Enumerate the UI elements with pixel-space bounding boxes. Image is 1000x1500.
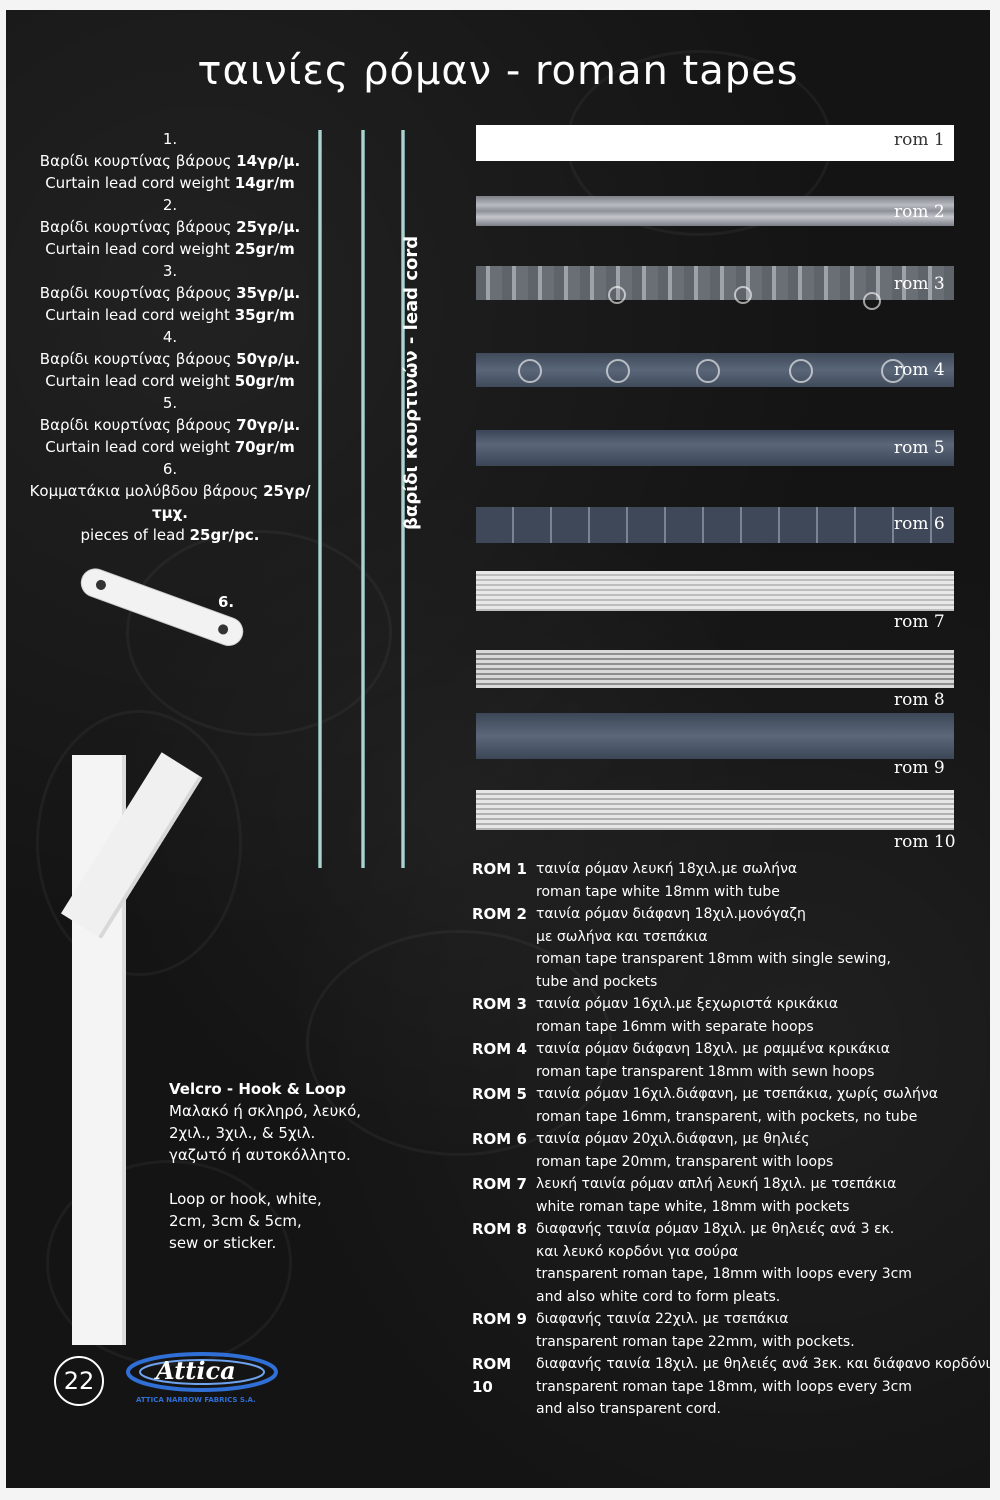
description-line: διαφανής ταινία 22χιλ. με τσεπάκια xyxy=(536,1311,789,1327)
tape-rom-5 xyxy=(476,430,954,466)
lead-weights-list xyxy=(20,128,320,546)
weight-english: Curtain lead cord weight 14gr/m xyxy=(45,174,295,192)
description-line: roman tape transparent 18mm with single sewing, xyxy=(536,951,891,967)
tape-rom-10 xyxy=(476,790,954,830)
logo-subtitle: ATTICA NARROW FABRICS S.A. xyxy=(136,1396,256,1404)
description-line: white roman tape white, 18mm with pockets xyxy=(536,1198,850,1215)
tape-code: ROM 5 xyxy=(472,1085,527,1103)
weight-item xyxy=(20,128,320,194)
lead-piece-label: 6. xyxy=(218,593,235,611)
hoop-icon xyxy=(608,286,626,304)
description-line: ταινία ρόμαν διάφανη 18χιλ. με ραμμένα κρικάκια xyxy=(536,1041,890,1057)
description-line: με σωλήνα και τσεπάκια xyxy=(536,928,708,945)
tape-description xyxy=(472,1083,990,1128)
weight-item xyxy=(20,392,320,458)
page-title: ταινίες ρόμαν - roman tapes xyxy=(197,48,799,94)
description-line: transparent roman tape 22mm, with pockets. xyxy=(536,1333,855,1350)
weight-greek: Κομματάκια μολύβδου βάρους 25γρ/τμχ. xyxy=(29,482,311,522)
description-line: roman tape 20mm, transparent with loops xyxy=(536,1153,834,1170)
tape-rom-8 xyxy=(476,650,954,688)
tape-descriptions xyxy=(472,858,990,1421)
tape-description xyxy=(472,1218,990,1308)
description-line: διαφανής ταινία 18χιλ. με θηλειές ανά 3εκ. και διάφανο κορδόνι xyxy=(536,1356,990,1372)
hoop-icon xyxy=(863,292,881,310)
description-line: tube and pockets xyxy=(536,973,658,990)
tape-rom-2 xyxy=(476,196,954,226)
spacer xyxy=(169,1166,389,1188)
tape-label: rom 4 xyxy=(894,360,945,380)
weight-english: Curtain lead cord weight 25gr/m xyxy=(45,240,295,258)
tape-rom-3 xyxy=(476,266,954,300)
weight-english: pieces of lead 25gr/pc. xyxy=(80,526,260,544)
weight-item xyxy=(20,194,320,260)
hoop-icon xyxy=(518,359,542,383)
velcro-description xyxy=(169,1078,389,1254)
attica-logo xyxy=(122,1350,282,1402)
hoop-icon xyxy=(789,359,813,383)
weight-number: 4. xyxy=(162,328,178,346)
tape-description xyxy=(472,993,990,1038)
description-line: roman tape 16mm with separate hoops xyxy=(536,1018,814,1035)
velcro-line: Μαλακό ή σκληρό, λευκό, xyxy=(169,1102,362,1120)
tape-description xyxy=(472,1173,990,1218)
description-line: roman tape 16mm, transparent, with pockets, no tube xyxy=(536,1108,918,1125)
tape-label: rom 1 xyxy=(894,130,945,150)
tape-description xyxy=(472,858,990,903)
lead-cord-label: βαρίδι κουρτινών - lead cord xyxy=(401,235,422,530)
weight-item xyxy=(20,458,320,546)
weight-number: 3. xyxy=(162,262,178,280)
tape-code: ROM 1 xyxy=(472,860,527,878)
tape-code: ROM 9 xyxy=(472,1310,527,1328)
tape-code: ROM 8 xyxy=(472,1220,527,1238)
weight-number: 6. xyxy=(162,460,178,478)
tape-label: rom 8 xyxy=(894,690,945,710)
tape-rom-6 xyxy=(476,507,954,543)
description-line: transparent roman tape, 18mm with loops every 3cm xyxy=(536,1266,912,1282)
tape-rom-7 xyxy=(476,571,954,611)
description-line: ταινία ρόμαν 16χιλ.με ξεχωριστά κρικάκια xyxy=(536,996,839,1012)
weight-greek: Βαρίδι κουρτίνας βάρους 50γρ/μ. xyxy=(39,350,301,368)
tape-code: ROM 4 xyxy=(472,1040,527,1058)
logo-name: Attica xyxy=(156,1356,236,1385)
velcro-line: γαζωτό ή αυτοκόλλητο. xyxy=(169,1146,351,1164)
tape-label: rom 3 xyxy=(894,274,945,294)
weight-greek: Βαρίδι κουρτίνας βάρους 25γρ/μ. xyxy=(39,218,301,236)
tape-label: rom 5 xyxy=(894,438,945,458)
weight-english: Curtain lead cord weight 70gr/m xyxy=(45,438,295,456)
description-line: transparent roman tape 18mm, with loops every 3cm xyxy=(536,1378,912,1395)
tape-code: ROM 10 xyxy=(472,1355,512,1396)
description-line: and also white cord to form pleats. xyxy=(536,1288,781,1305)
weight-number: 2. xyxy=(162,196,178,214)
tape-description xyxy=(472,1353,990,1421)
description-line: roman tape transparent 18mm with sewn hoops xyxy=(536,1063,875,1080)
tape-code: ROM 7 xyxy=(472,1175,527,1193)
description-line: ταινία ρόμαν λευκή 18χιλ.με σωλήνα xyxy=(536,861,798,877)
tape-rom-9 xyxy=(476,713,954,759)
velcro-line: 2cm, 3cm & 5cm, xyxy=(169,1212,302,1230)
tape-code: ROM 2 xyxy=(472,905,527,923)
velcro-title: Velcro - Hook & Loop xyxy=(169,1080,346,1098)
tape-label: rom 7 xyxy=(894,612,945,632)
tape-label: rom 2 xyxy=(894,202,945,222)
description-line: roman tape white 18mm with tube xyxy=(536,883,780,900)
tape-label: rom 6 xyxy=(894,514,945,534)
tape-label: rom 10 xyxy=(894,832,956,852)
velcro-line: 2χιλ., 3χιλ., & 5χιλ. xyxy=(169,1124,316,1142)
lead-cord xyxy=(361,130,365,868)
tape-label: rom 9 xyxy=(894,758,945,778)
hoop-icon xyxy=(606,359,630,383)
description-line: διαφανής ταινία ρόμαν 18χιλ. με θηλειές ανά 3 εκ. xyxy=(536,1221,895,1237)
hoop-icon xyxy=(734,286,752,304)
lead-cord xyxy=(318,130,322,868)
weight-number: 1. xyxy=(162,130,178,148)
tape-code: ROM 6 xyxy=(472,1130,527,1148)
weight-number: 5. xyxy=(162,394,178,412)
description-line: και λευκό κορδόνι για σούρα xyxy=(536,1243,739,1260)
weight-greek: Βαρίδι κουρτίνας βάρους 35γρ/μ. xyxy=(39,284,301,302)
page-number: 22 xyxy=(54,1356,104,1406)
description-line: ταινία ρόμαν 16χιλ.διάφανη, με τσεπάκια, χωρίς σωλήνα xyxy=(536,1086,938,1102)
catalog-page xyxy=(6,10,990,1488)
description-line: ταινία ρόμαν 20χιλ.διάφανη, με θηλιές xyxy=(536,1131,810,1147)
velcro-line: Loop or hook, white, xyxy=(169,1190,322,1208)
description-line: ταινία ρόμαν διάφανη 18χιλ.μονόγαζη xyxy=(536,906,806,922)
hoop-icon xyxy=(696,359,720,383)
tape-description xyxy=(472,903,990,993)
tape-rom-1 xyxy=(476,125,954,161)
velcro-line: sew or sticker. xyxy=(169,1234,277,1252)
tape-description xyxy=(472,1308,990,1353)
weight-greek: Βαρίδι κουρτίνας βάρους 70γρ/μ. xyxy=(39,416,301,434)
tape-description xyxy=(472,1038,990,1083)
weight-greek: Βαρίδι κουρτίνας βάρους 14γρ/μ. xyxy=(39,152,301,170)
tape-code: ROM 3 xyxy=(472,995,527,1013)
description-line: and also transparent cord. xyxy=(536,1401,722,1417)
weight-english: Curtain lead cord weight 35gr/m xyxy=(45,306,295,324)
weight-item xyxy=(20,326,320,392)
tape-description xyxy=(472,1128,990,1173)
description-line: λευκή ταινία ρόμαν απλή λευκή 18χιλ. με τσεπάκια xyxy=(536,1176,897,1192)
weight-english: Curtain lead cord weight 50gr/m xyxy=(45,372,295,390)
weight-item xyxy=(20,260,320,326)
